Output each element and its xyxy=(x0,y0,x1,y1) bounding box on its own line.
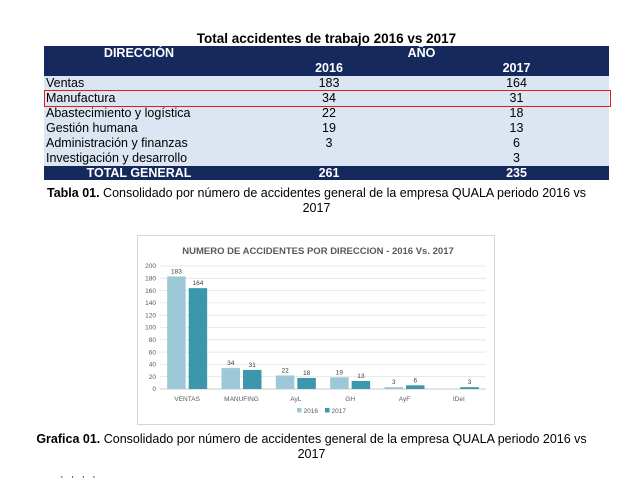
row-2016 xyxy=(234,151,424,166)
chart-title: NUMERO DE ACCIDENTES POR DIRECCION - 2016 Vs. 2017 xyxy=(182,246,454,257)
y-tick-label: 160 xyxy=(145,287,156,295)
y-tick-label: 0 xyxy=(152,386,156,394)
row-2017: 13 xyxy=(424,121,609,136)
data-label: 6 xyxy=(413,377,418,385)
y-tick-label: 140 xyxy=(145,300,156,308)
table-header-row xyxy=(44,46,609,61)
data-label: 3 xyxy=(467,379,472,387)
y-axis xyxy=(145,263,156,393)
row-2017: 6 xyxy=(424,136,609,151)
bar-2016-MANUFING xyxy=(222,368,241,389)
x-tick-label: AyF xyxy=(398,396,411,403)
chart-bars xyxy=(167,276,479,389)
chart-caption-label: Grafica 01. xyxy=(36,432,101,446)
row-2016: 22 xyxy=(234,106,424,121)
chart-legend xyxy=(297,408,346,415)
row-name: Investigación y desarrollo xyxy=(44,151,234,166)
y-tick-label: 80 xyxy=(148,337,156,344)
header-empty-cell xyxy=(44,61,234,76)
data-label: 183 xyxy=(170,268,182,276)
table-subheader-row xyxy=(44,61,609,76)
data-label: 13 xyxy=(357,373,365,381)
row-name: Abastecimiento y logística xyxy=(44,106,234,121)
x-tick-label: IDeI xyxy=(452,396,465,403)
legend-swatch-2017 xyxy=(325,408,330,413)
y-tick-label: 180 xyxy=(145,275,156,283)
row-2016: 3 xyxy=(234,136,424,151)
chart-grid xyxy=(160,266,486,389)
bar-2016-AyL xyxy=(276,375,295,389)
table-total-row xyxy=(44,166,609,181)
bar-2017-VENTAS xyxy=(189,288,208,389)
bar-2017-MANUFING xyxy=(243,370,262,389)
row-2017: 31 xyxy=(424,91,609,106)
table-caption-label: Tabla 01. xyxy=(47,186,100,200)
chart-caption-text: Consolidado por número de accidentes general de la empresa QUALA periodo 2016 vs 2017 xyxy=(100,432,587,461)
y-tick-label: 60 xyxy=(148,349,156,357)
bar-chart xyxy=(137,235,495,425)
header-direction: DIRECCIÓN xyxy=(44,46,234,61)
legend-label: 2017 xyxy=(331,408,346,415)
table-row xyxy=(44,76,609,91)
data-label: 164 xyxy=(192,280,204,288)
total-2017: 235 xyxy=(424,166,609,181)
row-name: Administración y finanzas xyxy=(44,136,234,151)
x-tick-label: VENTAS xyxy=(174,396,200,403)
row-2016: 19 xyxy=(234,121,424,136)
header-year: AÑO xyxy=(234,46,609,61)
row-name: Ventas xyxy=(44,76,234,91)
table-row xyxy=(44,151,609,166)
page-fragment-text: · · · · xyxy=(60,471,98,479)
x-tick-label: MANUFING xyxy=(224,396,259,403)
y-tick-label: 40 xyxy=(148,361,156,369)
row-name: Manufactura xyxy=(44,91,234,106)
table-caption-text: Consolidado por número de accidentes general de la empresa QUALA periodo 2016 vs 2017 xyxy=(99,186,586,215)
bar-2016-VENTAS xyxy=(167,276,185,389)
chart-caption xyxy=(34,432,589,462)
row-2017: 18 xyxy=(424,106,609,121)
y-tick-label: 20 xyxy=(148,373,156,381)
x-axis xyxy=(174,396,465,403)
data-label: 19 xyxy=(335,369,344,377)
y-tick-label: 200 xyxy=(145,263,156,271)
data-label: 18 xyxy=(302,369,311,377)
total-2016: 261 xyxy=(234,166,424,181)
legend-swatch-2016 xyxy=(297,408,302,413)
bar-2017-AyF xyxy=(406,385,425,389)
table-row xyxy=(44,121,609,136)
bar-2017-GH xyxy=(352,381,371,389)
total-label: TOTAL GENERAL xyxy=(44,166,234,181)
highlight-box xyxy=(44,90,611,107)
accidents-table xyxy=(44,46,609,180)
table-row xyxy=(44,106,609,121)
row-name: Gestión humana xyxy=(44,121,234,136)
bar-2016-GH xyxy=(330,377,349,389)
bar-2017-AyL xyxy=(297,378,316,389)
header-2016: 2016 xyxy=(234,61,424,76)
table-row xyxy=(44,136,609,151)
row-2016: 34 xyxy=(234,91,424,106)
bar-2016-AyF xyxy=(385,387,404,389)
row-2016: 183 xyxy=(234,76,424,91)
y-tick-label: 120 xyxy=(145,312,156,320)
x-tick-label: AyL xyxy=(290,396,302,403)
row-2017: 164 xyxy=(424,76,609,91)
data-label: 31 xyxy=(248,361,256,369)
table-title: Total accidentes de trabajo 2016 vs 2017 xyxy=(196,31,457,46)
header-2017: 2017 xyxy=(424,61,609,76)
data-label: 3 xyxy=(391,379,396,387)
x-tick-label: GH xyxy=(345,396,356,403)
bar-2017-IDeI xyxy=(460,387,479,389)
legend-label: 2016 xyxy=(303,408,318,415)
table-caption xyxy=(44,186,589,216)
y-tick-label: 100 xyxy=(145,324,156,332)
row-2017: 3 xyxy=(424,151,609,166)
data-label: 34 xyxy=(227,360,235,368)
data-label: 22 xyxy=(281,367,289,375)
bar-chart-svg xyxy=(138,236,496,426)
